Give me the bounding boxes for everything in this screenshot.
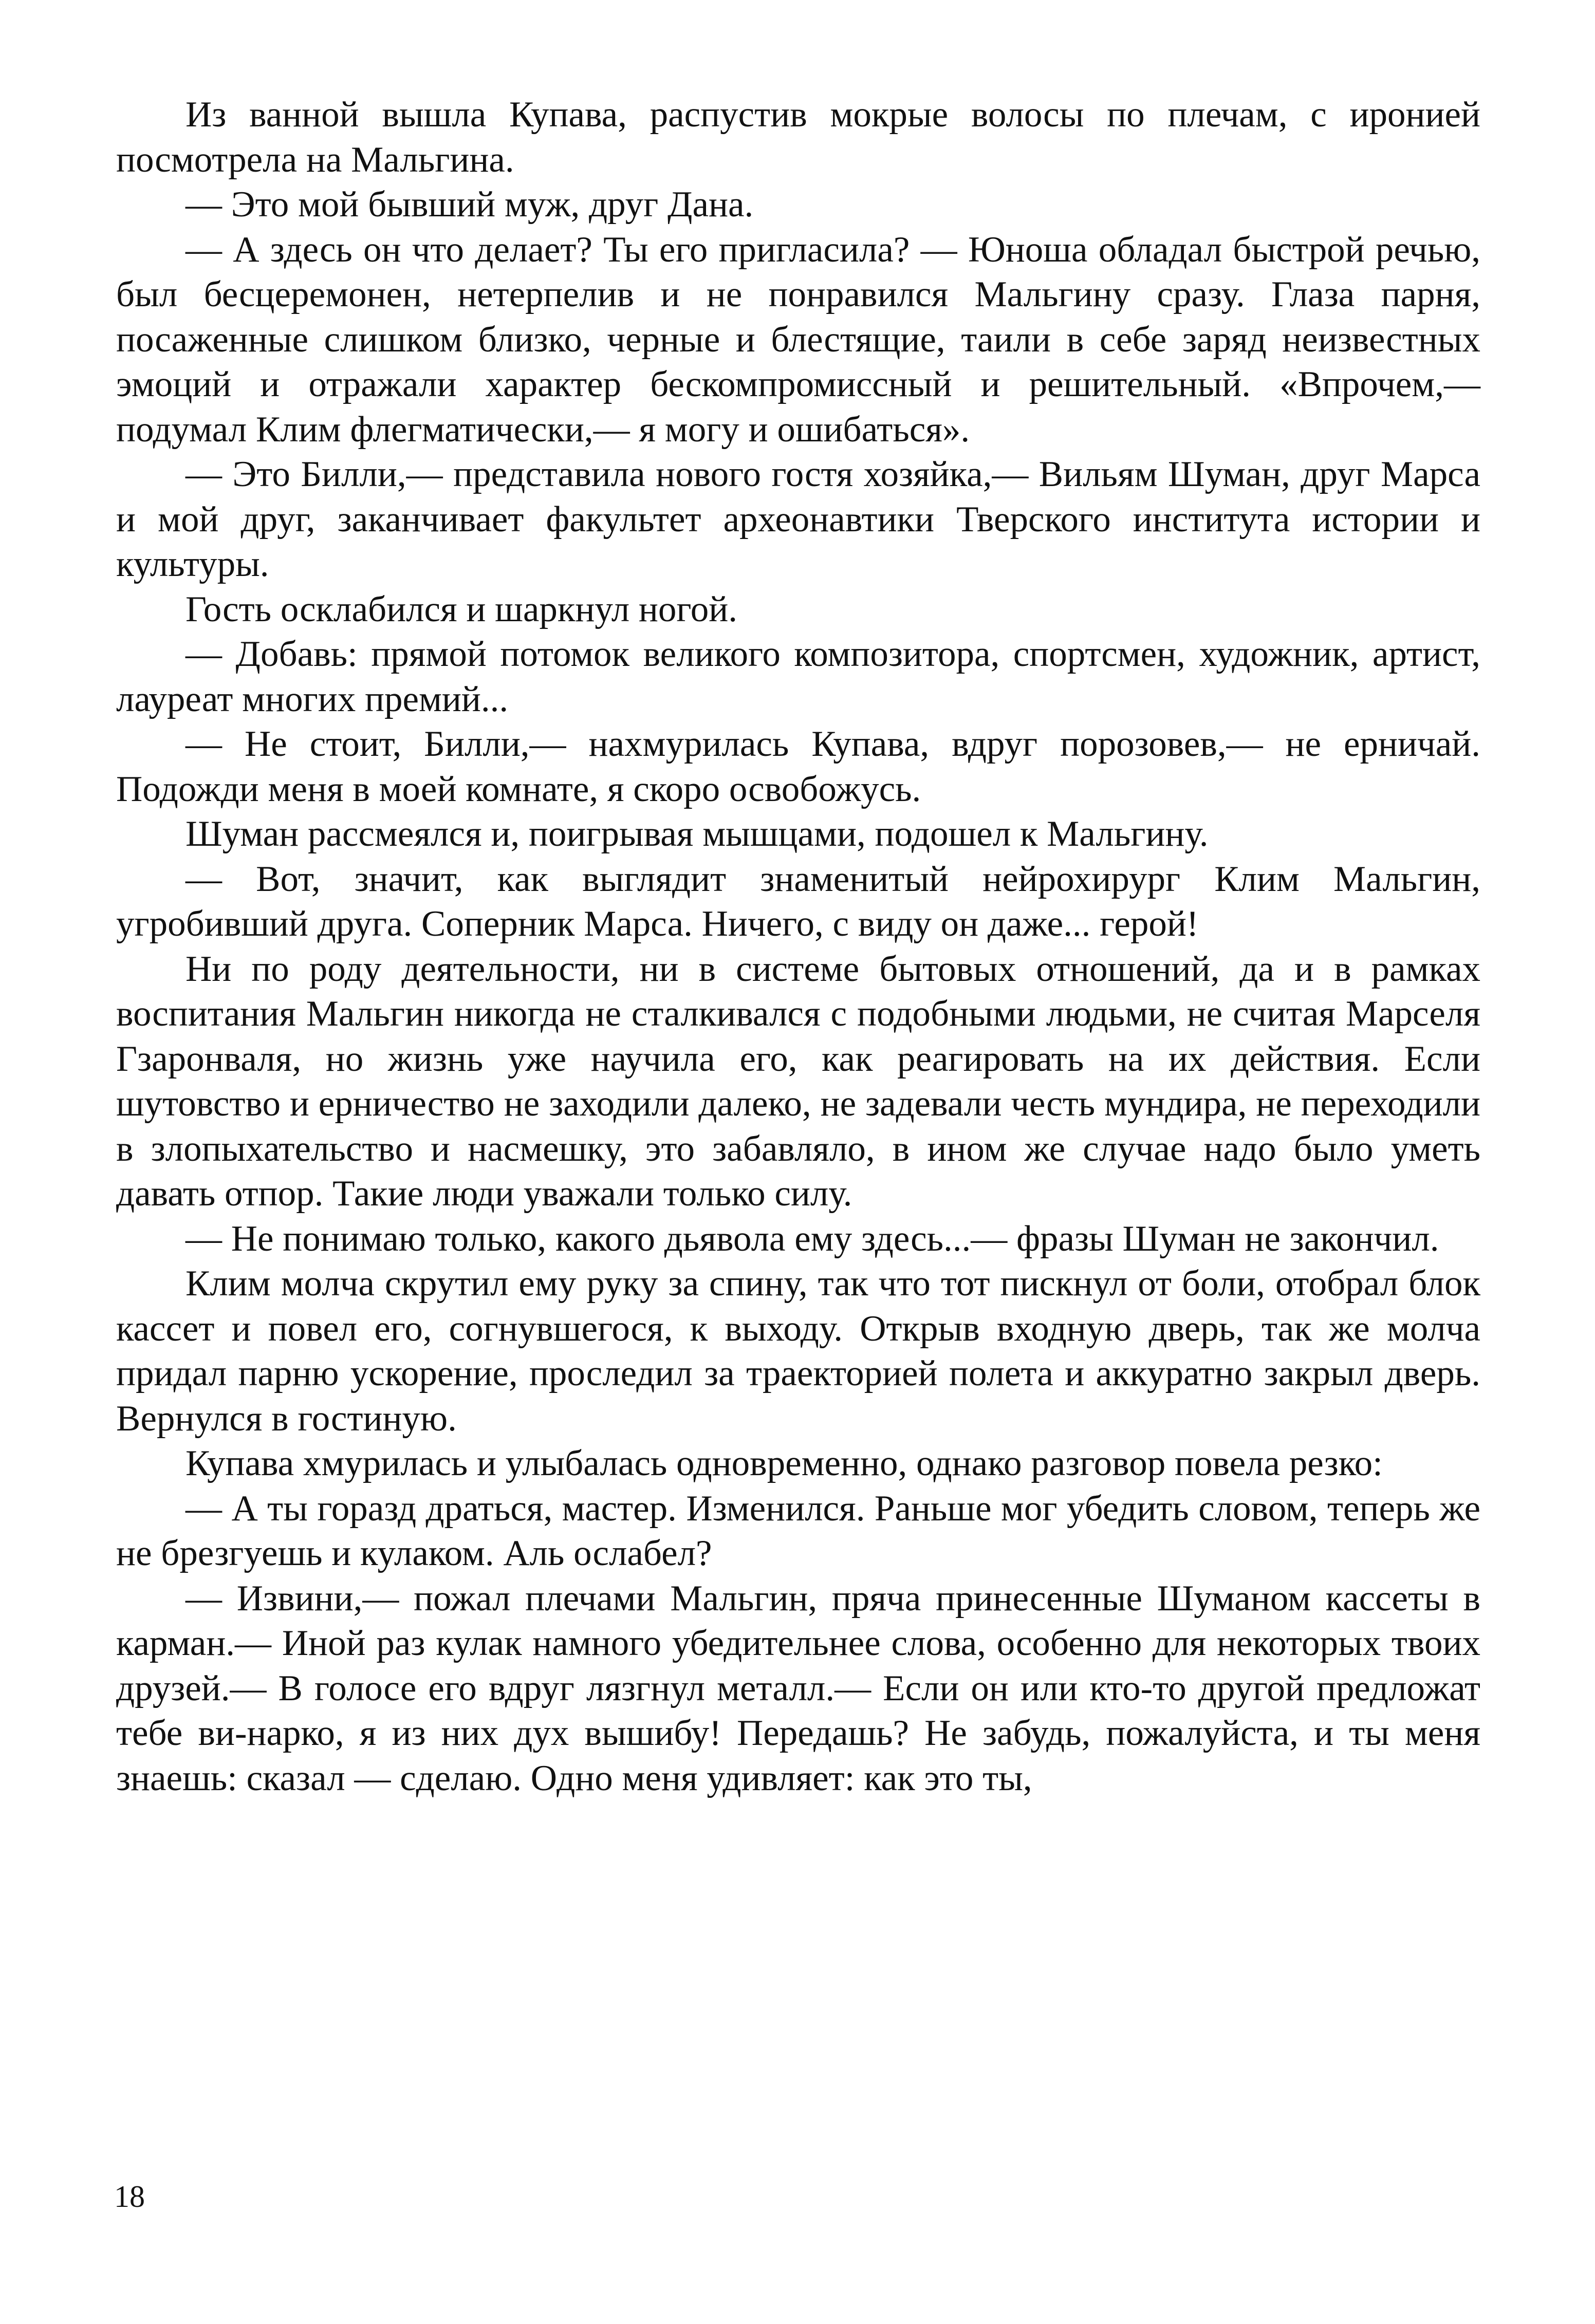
paragraph: — Добавь: прямой потомок великого композитора, спортсмен, художник, артист, лауреат многих премий... xyxy=(116,634,1480,719)
paragraph: Из ванной вышла Купава, распустив мокрые волосы по плечам, с иронией посмотрела на Мальгина. xyxy=(116,95,1480,180)
page-text xyxy=(116,92,1480,1801)
paragraph: — Это мой бывший муж, друг Дана. xyxy=(186,184,754,225)
paragraph: Купава хмурилась и улыбалась одновременно, однако разговор повела резко: xyxy=(186,1443,1383,1483)
paragraph: — А здесь он что делает? Ты его пригласила? — Юноша обладал быстрой речью, был бесцеремонен, нетерпелив и не понравился Мальгину сразу. Глаза парня, посаженные слишком близко, черные и блестящие, таили в себе заряд неизвестных эмоций и отражали характер бескомпромиссный и решительный. «Впрочем,— подумал Клим флегматически,— я могу и ошибаться». xyxy=(116,229,1480,450)
paragraph: Шуман рассмеялся и, поигрывая мышцами, подошел к Мальгину. xyxy=(186,814,1209,854)
paragraph: — Вот, значит, как выглядит знаменитый нейрохирург Клим Мальгин, угробивший друга. Соперник Марса. Ничего, с виду он даже... герой! xyxy=(116,859,1480,944)
paragraph: — А ты горазд драться, мастер. Изменился. Раньше мог убедить словом, теперь же не брезгуешь и кулаком. Аль ослабел? xyxy=(116,1488,1480,1573)
paragraph: — Не стоит, Билли,— нахмурилась Купава, вдруг порозовев,— не ерничай. Подожди меня в моей комнате, я скоро освобожусь. xyxy=(116,724,1480,809)
paragraph: Ни по роду деятельности, ни в системе бытовых отношений, да и в рамках воспитания Мальгин никогда не сталкивался с подобными людьми, не считая Марселя Гзаронваля, но жизнь уже научила его, как реагировать на их действия. Если шутовство и ерничество не заходили далеко, не задевали честь мундира, не переходили в злопыхательство и насмешку, это забавляло, в ином же случае надо было уметь давать отпор. Такие люди уважали только силу. xyxy=(116,949,1480,1214)
paragraph: — Это Билли,— представила нового гостя хозяйка,— Вильям Шуман, друг Марса и мой друг, заканчивает факультет археонавтики Тверского института истории и культуры. xyxy=(116,454,1480,584)
paragraph: — Не понимаю только, какого дьявола ему здесь...— фразы Шуман не закончил. xyxy=(186,1218,1439,1259)
page-number: 18 xyxy=(114,2180,145,2214)
paragraph: — Извини,— пожал плечами Мальгин, пряча принесенные Шуманом кассеты в карман.— Иной раз кулак намного убедительнее слова, особенно для некоторых твоих друзей.— В голосе его вдруг лязгнул металл.— Если он или кто-то другой предложат тебе ви-нарко, я из них дух вышибу! Передашь? Не забудь, пожалуйста, и ты меня знаешь: сказал — сделаю. Одно меня удивляет: как это ты, xyxy=(116,1578,1480,1798)
paragraph: Клим молча скрутил ему руку за спину, так что тот пискнул от боли, отобрал блок кассет и повел его, согнувшегося, к выходу. Открыв входную дверь, так же молча придал парню ускорение, проследил за траекторией полета и аккуратно закрыл дверь. Вернулся в гостиную. xyxy=(116,1263,1480,1439)
paragraph: Гость осклабился и шаркнул ногой. xyxy=(186,589,738,629)
